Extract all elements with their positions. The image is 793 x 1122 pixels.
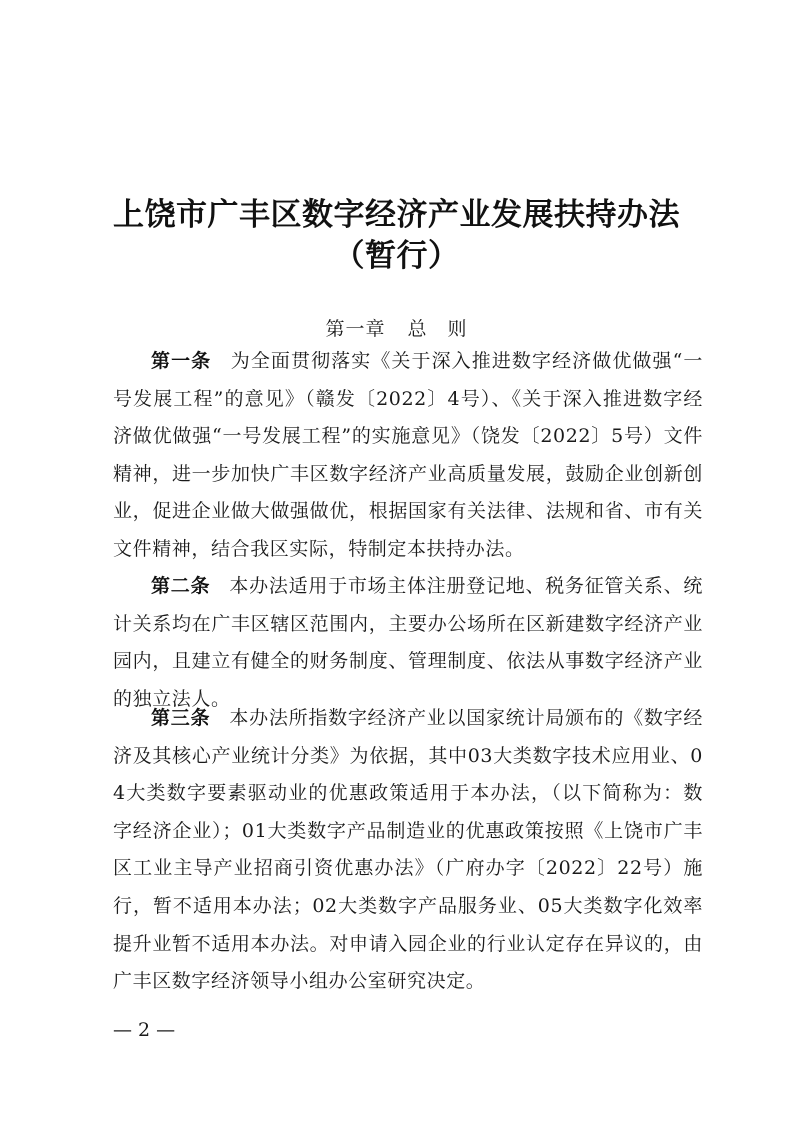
document-title: 上饶市广丰区数字经济产业发展扶持办法 (113, 197, 680, 233)
chapter-label: 第一章 (325, 318, 386, 340)
article-2 (113, 568, 703, 718)
article-3-text: 本办法所指数字经济产业以国家统计局颁布的《数字经济及其核心产业统计分类》为依据，其中03大类数字技术应用业、04大类数字要素驱动业的优惠政策适用于本办法，（以下简称为：数字经济企业）；01大类数字产品制造业的优惠政策按照《上饶市广丰区工业主导产业招商引资优惠办法》（广府办字〔2022〕22号）施行，暂不适用本办法；02大类数字产品服务业、05大类数字化效率提升业暂不适用本办法。对申请入园企业的行业认定存在异议的，由广丰区数字经济领导小组办公室研究决定。 (113, 707, 703, 993)
chapter-heading (0, 314, 793, 344)
article-2-label: 第二条 (151, 575, 211, 597)
article-2-text: 本办法适用于市场主体注册登记地、税务征管关系、统计关系均在广丰区辖区范围内，主要办公场所在区新建数字经济产业园内，且建立有健全的财务制度、管理制度、依法从事数字经济产业的独立法人。 (113, 575, 703, 710)
page-number: — 2 — (113, 1019, 176, 1041)
article-1-label: 第一条 (151, 350, 212, 372)
chapter-name: 总 则 (407, 318, 468, 340)
article-1-text: 为全面贯彻落实《关于深入推进数字经济做优做强“一号发展工程”的意见》（赣发〔2022〕4号）、《关于深入推进数字经济做优做强“一号发展工程”的实施意见》（饶发〔2022〕5号）文件精神，进一步加快广丰区数字经济产业高质量发展，鼓励企业创新创业，促进企业做大做强做优，根据国家有关法律、法规和省、市有关文件精神，结合我区实际，特制定本扶持办法。 (113, 350, 703, 560)
article-3 (113, 700, 703, 1001)
article-3-label: 第三条 (151, 707, 211, 729)
document-subtitle: （暂行） (333, 238, 460, 274)
article-1 (113, 343, 703, 569)
